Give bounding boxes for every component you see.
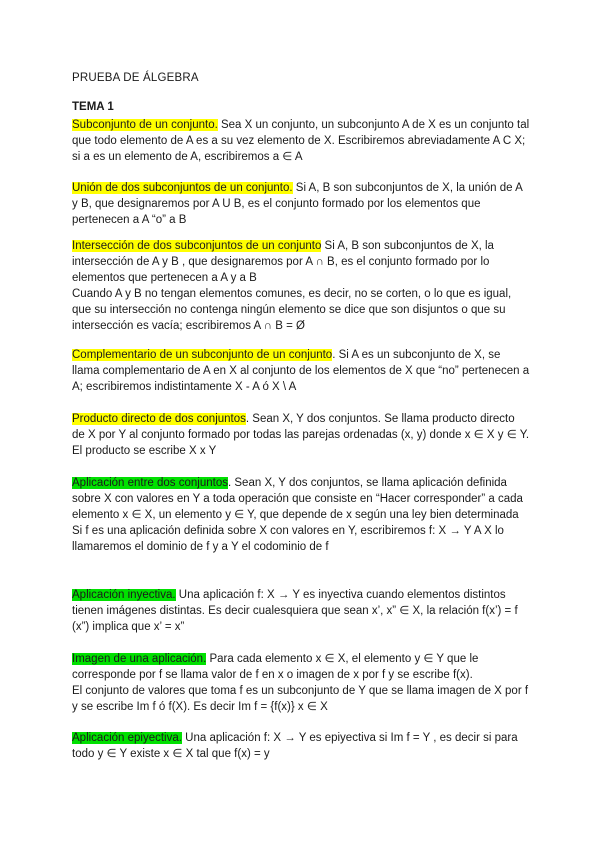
definition-text: Si A, B son subconjuntos de X, la intersección de A y B , que designaremos por A ∩ B, es el conjunto formado por lo elementos que pertenecen a A y a B xyxy=(72,240,494,284)
term-interseccion: Intersección de dos subconjuntos de un conjunto xyxy=(72,240,322,252)
definition-extra: Cuando A y B no tengan elementos comunes, es decir, no se corten, o lo que es igual, que su intersección no contenga ningún elemento se dice que son disjuntos o que su intersección es vacía; escribiremos A ∩ B = Ø xyxy=(72,288,512,332)
definition-text: Si A, B son subconjuntos de X, la unión de A y B, que designaremos por A U B, es el conjunto formado por los elementos que pertenecen a A “o” a B xyxy=(72,182,523,226)
section-heading: TEMA 1 xyxy=(72,101,114,113)
definition-text: Una aplicación f: X → Y es inyectiva cuando elementos distintos tienen imágenes distintas. Es decir cualesquiera que sean x’, x” ∈ X, la relación f(x’) = f (x”) implica que x’ = x” xyxy=(72,589,518,633)
paragraph-subconjunto xyxy=(72,117,530,165)
paragraph-interseccion xyxy=(72,238,530,334)
definition-text: . Si A es un subconjunto de X, se llama complementario de A en X al conjunto de los elementos de X que “no” pertenecen a A; escribiremos indistintamente X - A ó X \ A xyxy=(72,349,530,393)
paragraph-imagen xyxy=(72,651,530,715)
term-union: Unión de dos subconjuntos de un conjunto. xyxy=(72,182,293,194)
definition-text: . Sean X, Y dos conjuntos. Se llama producto directo de X por Y al conjunto formado por todas las parejas ordenadas (x, y) donde x ∈ X y ∈ Y. El producto se escribe X x Y xyxy=(72,413,530,457)
term-complementario: Complementario de un subconjunto de un conjunto xyxy=(72,349,333,361)
definition-text: Para cada elemento x ∈ X, el elemento y ∈ Y que le corresponde por f se llama valor de f en x o imagen de x por f y se escribe f(x). xyxy=(72,653,479,681)
term-subconjunto: Subconjunto de un conjunto. xyxy=(72,119,218,131)
paragraph-epiyectiva xyxy=(72,730,530,762)
definition-extra: Si f es una aplicación definida sobre X con valores en Y, escribiremos f: X → Y A X lo llamaremos el dominio de f y a Y el codominio de f xyxy=(72,525,504,553)
paragraph-producto xyxy=(72,411,530,459)
term-epiyectiva: Aplicación epiyectiva. xyxy=(72,732,182,744)
paragraph-aplicacion xyxy=(72,475,530,555)
paragraph-inyectiva xyxy=(72,587,530,635)
paragraph-complementario xyxy=(72,347,530,395)
definition-extra: El conjunto de valores que toma f es un subconjunto de Y que se llama imagen de X por f y se escribe Im f ó f(X). Es decir Im f = {f(x)} x ∈ X xyxy=(72,685,529,713)
term-aplicacion: Aplicación entre dos conjuntos xyxy=(72,477,228,489)
term-producto: Producto directo de dos conjuntos xyxy=(72,413,246,425)
term-imagen: Imagen de una aplicación. xyxy=(72,653,207,665)
document-title: PRUEBA DE ÁLGEBRA xyxy=(72,72,199,84)
term-inyectiva: Aplicación inyectiva. xyxy=(72,589,176,601)
definition-text: Una aplicación f: X → Y es epiyectiva si Im f = Y , es decir si para todo y ∈ Y existe x ∈ X tal que f(x) = y xyxy=(72,732,518,760)
definition-text: Sea X un conjunto, un subconjunto A de X es un conjunto tal que todo elemento de A es a su vez elemento de X. Escribiremos abreviadamente A C X; si a es un elemento de A, escribiremos a ∈ A xyxy=(72,119,530,163)
paragraph-union xyxy=(72,180,530,228)
definition-text: . Sean X, Y dos conjuntos, se llama aplicación definida sobre X con valores en Y a toda operación que consiste en “Hacer corresponder” a cada elemento x ∈ X, un elemento y ∈ Y, que depende de x según una ley bien determinada xyxy=(72,477,523,521)
